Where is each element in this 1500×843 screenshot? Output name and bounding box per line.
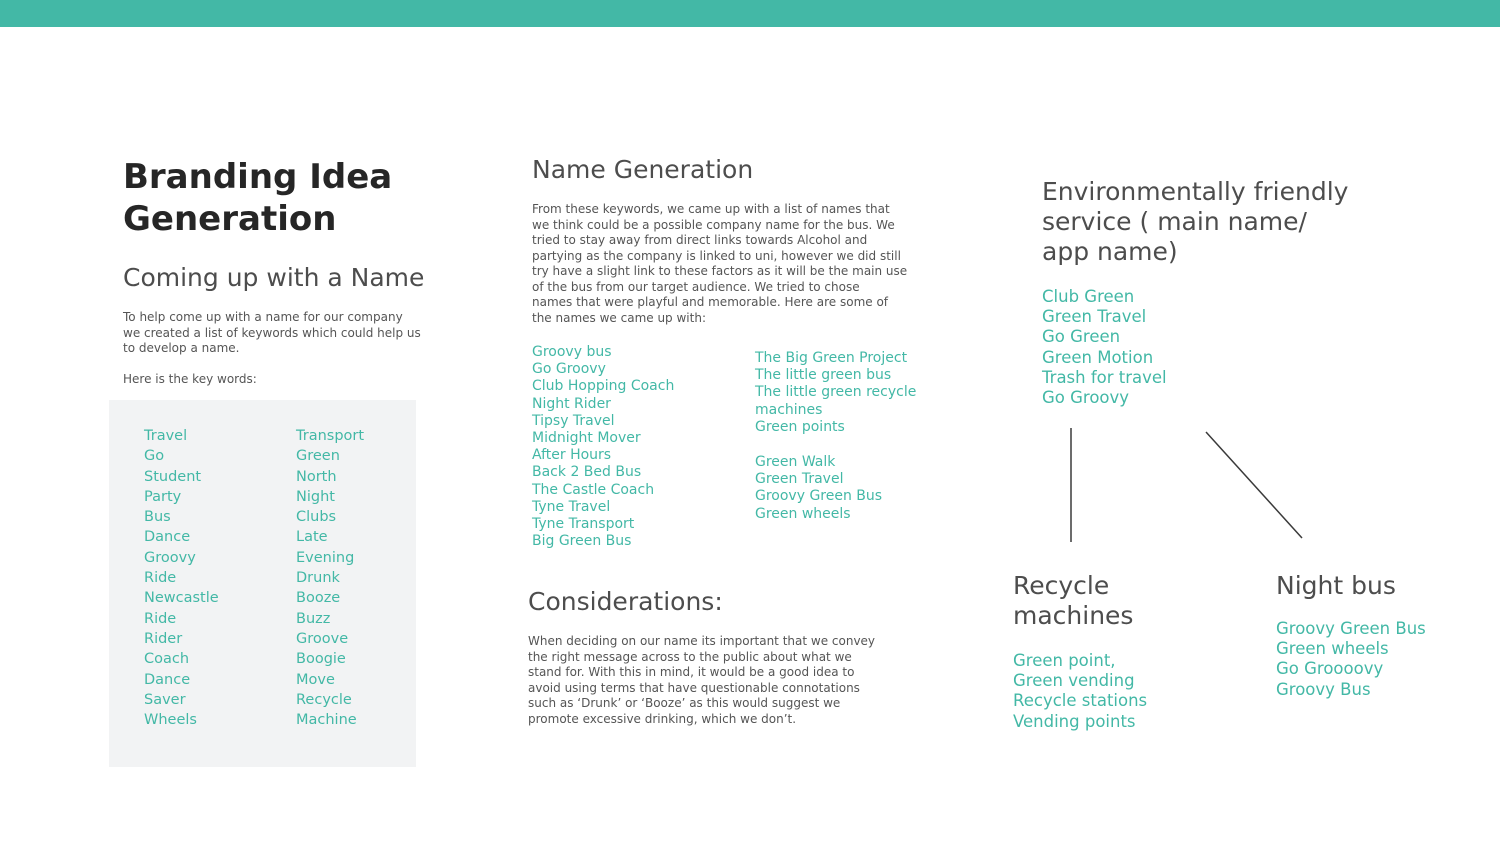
environment-heading: Environmentally friendly service ( main name/ app name) [1042,177,1349,266]
names-column-2a [755,350,916,436]
list-item: Ride [144,610,177,627]
names-column-2b [755,454,882,523]
list-item: Party [144,488,182,505]
list-item: Club Green [1042,287,1135,306]
list-item: Midnight Mover [532,430,641,447]
list-item: Wheels [144,712,197,729]
list-item: Move [296,671,335,688]
list-item: Coach [144,651,190,668]
night-bus-names [1276,619,1426,700]
connector-line-night-bus [1206,432,1302,538]
list-item: Groovy bus [532,344,612,360]
list-item: Go Groooovy [1276,659,1384,679]
list-item: Late [296,529,328,546]
keywords-column-2 [296,426,364,730]
key-words-label: Here is the key words: [123,372,257,386]
list-item: Machine [296,712,357,729]
list-item: Go [144,448,165,465]
list-item: Tipsy Travel [532,412,615,429]
list-item: Green vending [1013,671,1135,691]
page-title: Branding Idea Generation [123,157,393,239]
list-item: Boogie [296,651,346,668]
list-item: Groove [296,630,349,647]
intro-paragraph: To help come up with a name for our company we created a list of keywords which could help us to develop a name. [123,310,421,355]
list-item: Tyne Travel [532,498,611,515]
list-item: The Castle Coach [532,481,655,498]
list-item: Dance [144,529,191,546]
name-generation-heading: Name Generation [532,155,754,184]
list-item: Saver [144,691,186,708]
top-accent-bar [0,0,1500,27]
list-item: Green Motion [1042,347,1154,367]
name-generation-paragraph: From these keywords, we came up with a list of names that we think could be a possible company name for the bus. We tried to stay away from direct links towards Alcohol and partying as the company is linked to uni, however we did still try have a slight link to these factors as it will be the main use of the bus from our target audience. We tried to chose names that were playful and memorable. Here are some of the names we came up with: [532,202,908,325]
list-item: Green [296,448,340,465]
list-item: Travel [144,428,188,444]
list-item: Big Green Bus [532,533,632,550]
list-item: Ride [144,570,177,587]
list-item: Green point, [1013,651,1116,670]
list-item: Night [296,488,335,505]
list-item: Rider [144,630,183,647]
list-item: Green wheels [1276,639,1389,659]
list-item: Drunk [296,570,340,587]
list-item: North [296,468,337,485]
list-item: Go Groovy [532,361,606,378]
list-item: Go Green [1042,327,1121,347]
list-item: Dance [144,671,191,688]
list-item: Groovy [144,549,196,566]
considerations-paragraph: When deciding on our name its important that we convey the right message across to the public about what we stand for. With this in mind, it would be a good idea to avoid using terms that have questionable connotations such as ‘Drunk’ or ‘Booze’ as this would suggest we promote excessive drinking, which we don’t. [528,634,876,726]
list-item: Recycle stations [1013,691,1148,711]
list-item: Recycle [296,691,352,708]
list-item: machines [755,401,823,418]
list-item: Newcastle [144,590,219,607]
list-item: Booze [296,590,341,607]
list-item: Bus [144,509,171,526]
list-item: Groovy Green Bus [755,488,883,505]
list-item: Vending points [1013,711,1136,731]
list-item: Green wheels [755,505,851,522]
section-subtitle: Coming up with a Name [123,263,425,292]
list-item: The Big Green Project [755,350,908,366]
list-item: The little green recycle [755,384,917,401]
list-item: Club Hopping Coach [532,378,675,395]
considerations-heading: Considerations: [528,587,723,616]
list-item: After Hours [532,447,612,464]
list-item: Groovy Green Bus [1276,619,1426,638]
list-item: Back 2 Bed Bus [532,464,642,481]
list-item: Trash for travel [1042,367,1167,387]
list-item: Student [144,468,202,485]
list-item: Night Rider [532,395,611,412]
list-item: Groovy Bus [1276,679,1371,699]
names-column-1 [532,344,674,550]
recycle-names [1013,651,1147,732]
list-item: The little green bus [755,367,892,384]
list-item: Green points [755,418,845,435]
list-item: Green Travel [755,471,844,488]
list-item: Evening [296,549,355,566]
list-item: Go Groovy [1042,388,1130,408]
recycle-heading: Recycle machines [1013,571,1134,630]
list-item: Green Walk [755,454,836,470]
list-item: Transport [296,428,365,444]
list-item: Buzz [296,610,331,627]
environment-names [1042,287,1167,408]
list-item: Tyne Transport [532,516,635,533]
keywords-column-1 [144,426,219,730]
night-bus-heading: Night bus [1276,571,1396,600]
list-item: Green Travel [1042,307,1147,327]
list-item: Clubs [296,509,337,526]
